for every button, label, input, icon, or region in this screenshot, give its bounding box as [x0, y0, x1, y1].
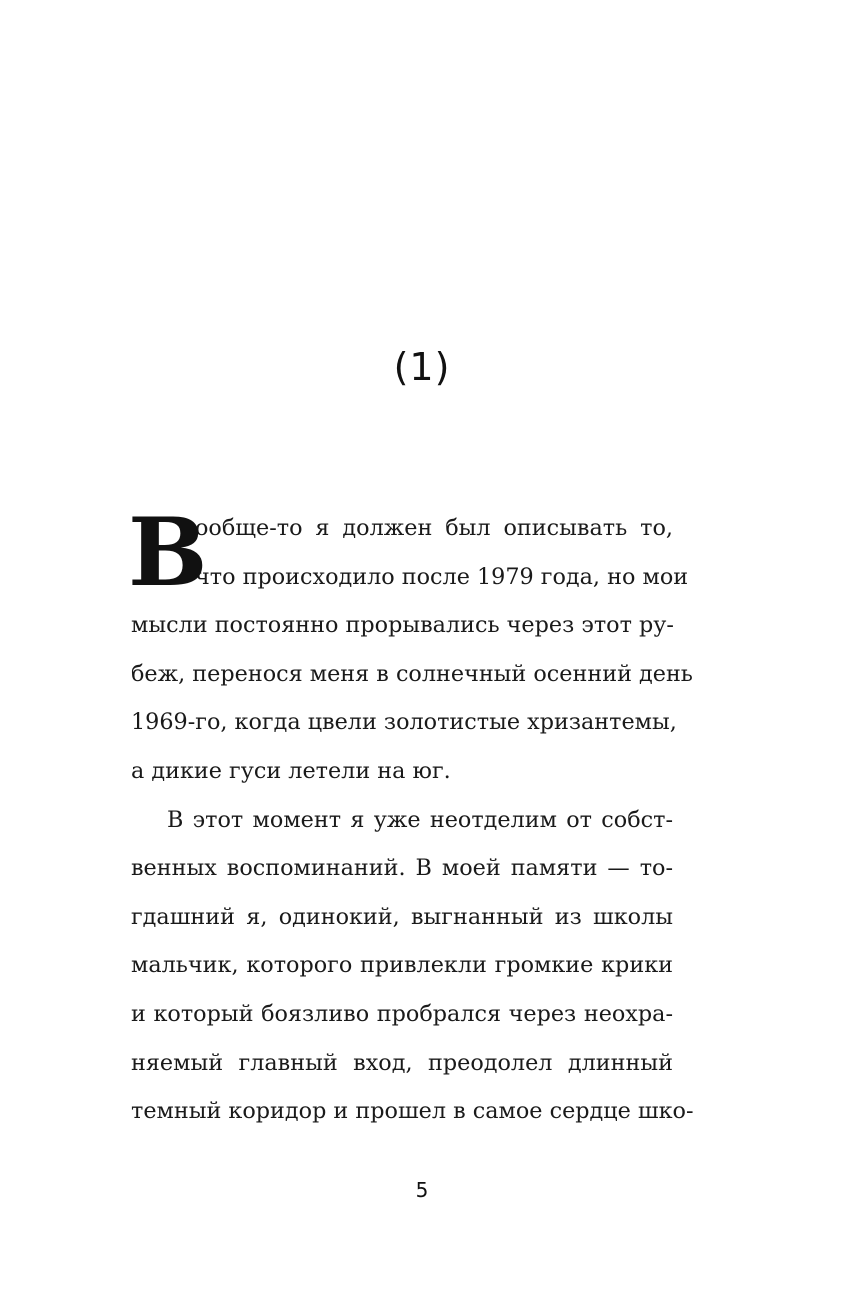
- text-line: мысли постоянно прорывались через этот ру-: [131, 612, 674, 639]
- body-text: [128, 498, 694, 1136]
- page-number: 5: [415, 1178, 429, 1202]
- text-line: няемый главный вход, преодолел длинный: [131, 1049, 673, 1076]
- text-line: беж, перенося меня в солнечный осенний день: [131, 660, 693, 687]
- text-line: что происходило после 1979 года, но мои: [195, 563, 689, 590]
- text-line: гдашний я, одинокий, выгнанный из школы: [131, 903, 673, 930]
- text-line: венных воспоминаний. В моей памяти — то-: [131, 855, 673, 882]
- text-line: 1969-го, когда цвели золотистые хризантемы,: [131, 709, 677, 736]
- text-line: В этот момент я уже неотделим от собст-: [167, 806, 673, 833]
- text-line: а дикие гуси летели на юг.: [131, 757, 451, 784]
- text-line: темный коридор и прошел в самое сердце шко-: [131, 1098, 694, 1125]
- text-line: мальчик, которого привлекли громкие крики: [131, 952, 673, 979]
- chapter-number: (1): [393, 345, 451, 389]
- paragraph-1: [131, 504, 693, 796]
- text-line: и который боязливо пробрался через неохра-: [131, 1000, 673, 1027]
- text-line: ообще-то я должен был описывать то,: [195, 515, 673, 541]
- drop-cap: В: [128, 498, 208, 608]
- paragraph-2: [131, 796, 694, 1136]
